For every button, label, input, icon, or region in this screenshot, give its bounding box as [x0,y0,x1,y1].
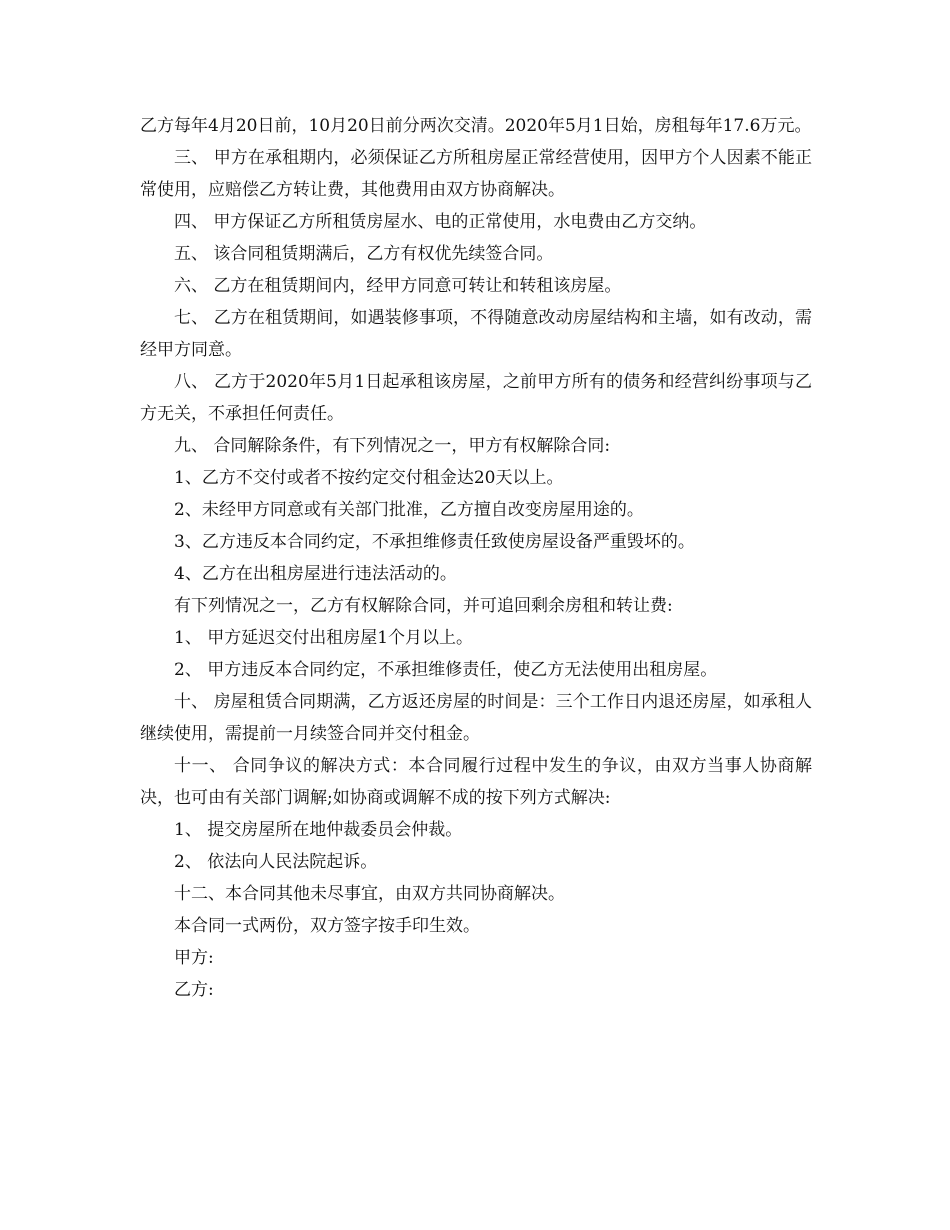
clause-4: 四、 甲方保证乙方所租赁房屋水、电的正常使用，水电费由乙方交纳。 [174,212,707,232]
clause-9-item-4: 4、乙方在出租房屋进行违法活动的。 [174,564,457,584]
party-a-signature-line: 甲方: [174,948,214,968]
tenant-termination-item-1: 1、 甲方延迟交付出租房屋1个月以上。 [174,628,474,648]
document-body [140,110,812,1006]
contract-copies-note: 本合同一式两份，双方签字按手印生效。 [174,916,480,936]
tenant-termination-item-2: 2、 甲方违反本合同约定，不承担维修责任，使乙方无法使用出租房屋。 [174,660,718,680]
clause-3: 三、 甲方在承租期内，必须保证乙方所租房屋正常经营使用，因甲方个人因素不能正常使用，应赔偿乙方转让费，其他费用由双方协商解决。 [140,148,812,200]
tenant-termination-intro: 有下列情况之一，乙方有权解除合同，并可追回剩余房租和转让费: [174,596,673,616]
clause-5: 五、 该合同租赁期满后，乙方有权优先续签合同。 [174,244,554,264]
clause-6: 六、 乙方在租赁期间内，经甲方同意可转让和转租该房屋。 [174,276,622,296]
paragraph-rent-payment: 乙方每年4月20日前，10月20日前分两次交清。2020年5月1日始，房租每年17.6万元。 [140,116,812,136]
clause-8: 八、 乙方于2020年5月1日起承租该房屋，之前甲方所有的债务和经营纠纷事项与乙方无关，不承担任何责任。 [140,372,812,424]
clause-11: 十一、 合同争议的解决方式：本合同履行过程中发生的争议，由双方当事人协商解决，也可由有关部门调解;如协商或调解不成的按下列方式解决: [140,756,812,808]
clause-7: 七、 乙方在租赁期间，如遇装修事项，不得随意改动房屋结构和主墙，如有改动，需经甲方同意。 [140,308,812,360]
clause-11-item-2: 2、 依法向人民法院起诉。 [174,852,378,872]
clause-9-item-2: 2、未经甲方同意或有关部门批准，乙方擅自改变房屋用途的。 [174,500,644,520]
clause-9-item-1: 1、乙方不交付或者不按约定交付租金达20天以上。 [174,468,564,488]
party-b-signature-line: 乙方: [174,980,214,1000]
clause-9: 九、 合同解除条件，有下列情况之一，甲方有权解除合同: [174,436,611,456]
clause-10: 十、 房屋租赁合同期满，乙方返还房屋的时间是：三个工作日内退还房屋，如承租人继续使用，需提前一月续签合同并交付租金。 [140,692,812,744]
clause-9-item-3: 3、乙方违反本合同约定，不承担维修责任致使房屋设备严重毁坏的。 [174,532,695,552]
clause-11-item-1: 1、 提交房屋所在地仲裁委员会仲裁。 [174,820,463,840]
clause-12: 十二、本合同其他未尽事宜，由双方共同协商解决。 [174,884,565,904]
